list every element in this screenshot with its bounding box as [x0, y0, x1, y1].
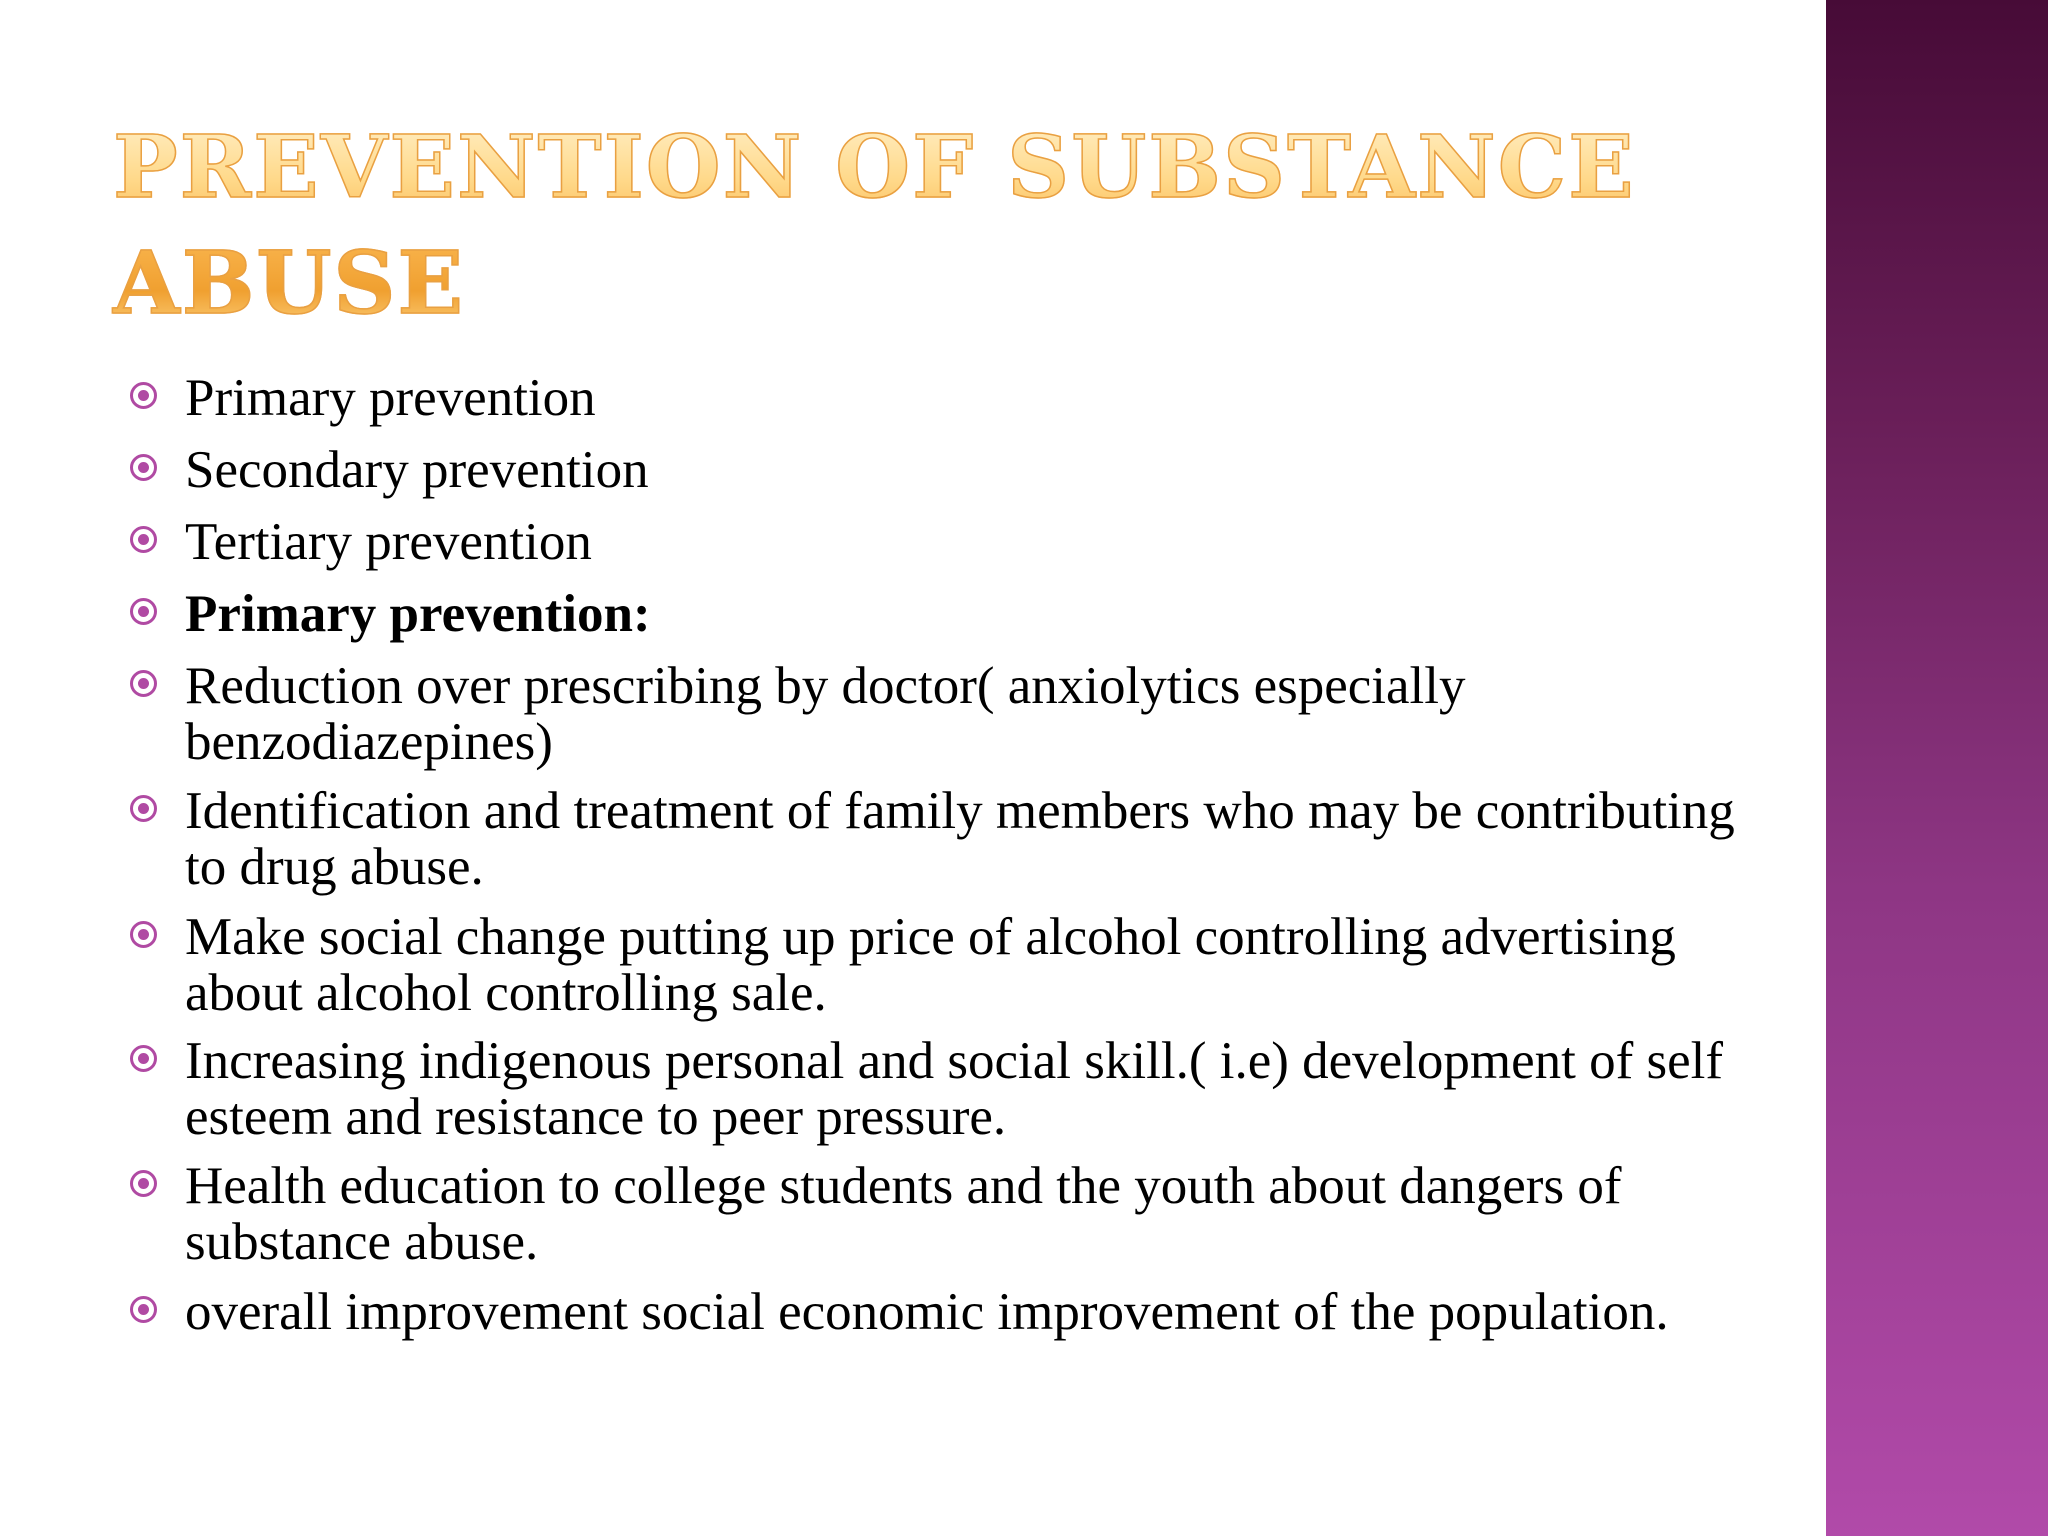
bullet-text: Secondary prevention — [185, 441, 649, 499]
bullet-circle-icon — [130, 382, 157, 409]
bullet-text: Reduction over prescribing by doctor( anxiolytics especially benzodiazepines) — [185, 657, 1466, 771]
bullet-circle-icon — [130, 1296, 157, 1323]
bullet-text: Tertiary prevention — [185, 513, 592, 571]
bullet-text: Primary prevention — [185, 369, 596, 427]
bullet-circle-icon — [130, 454, 157, 481]
bullet-circle-icon — [130, 526, 157, 553]
bullet-text: Health education to college students and the youth about dangers of substance abuse. — [185, 1157, 1622, 1271]
bullet-text: Make social change putting up price of alcohol controlling advertising about alcohol controlling sale. — [185, 908, 1676, 1022]
bullet-text: overall improvement social economic improvement of the population. — [185, 1283, 1669, 1341]
bullet-text-bold: Primary prevention: — [185, 585, 651, 643]
purple-side-band — [1826, 0, 2048, 1536]
slide-title — [113, 110, 1713, 342]
title-line-1: PREVENTION OF SUBSTANCE — [113, 117, 1636, 218]
bullet-circle-icon — [130, 1170, 157, 1197]
bullet-text: Identification and treatment of family members who may be contributing to drug abuse. — [185, 782, 1735, 896]
bullet-circle-icon — [130, 1045, 157, 1072]
bullet-circle-icon — [130, 670, 157, 697]
bullet-circle-icon — [130, 921, 157, 948]
title-line-2: ABUSE — [113, 233, 466, 334]
bullet-circle-icon — [130, 598, 157, 625]
bullet-circle-icon — [130, 795, 157, 822]
bullet-text: Increasing indigenous personal and social skill.( i.e) development of self esteem and resistance to peer pressure. — [185, 1032, 1724, 1146]
